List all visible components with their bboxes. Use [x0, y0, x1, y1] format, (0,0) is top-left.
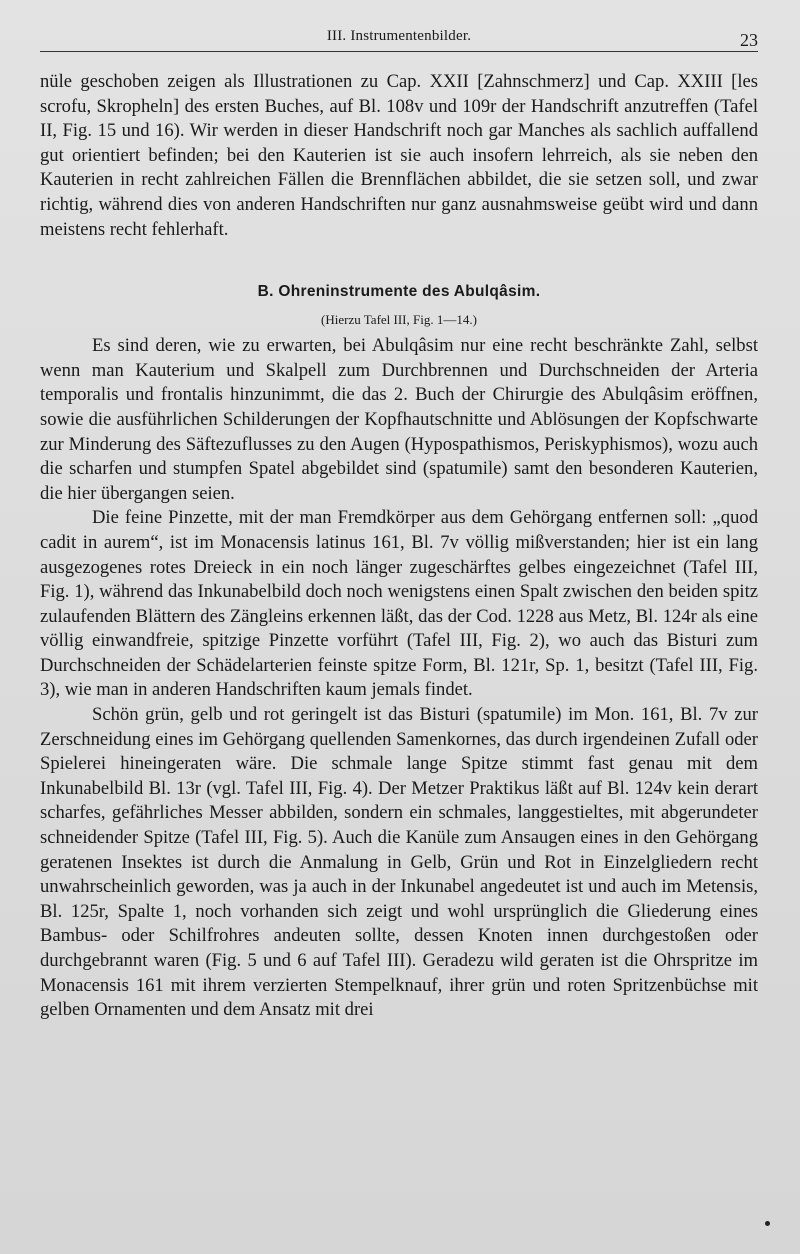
paragraph-continued: nüle geschoben zeigen als Illustrationen zu Cap. XXII [Zahnschmerz] und Cap. XXIII [les scrofu, Skropheln] des ersten Buches, auf Bl. 108v und 109r der Handschrift anzutreffen (Tafel II, Fig. 15 und 16). Wir werden in dieser Handschrift noch gar Manches als sachlich auffallend gut orientiert befinden; bei den Kauterien ist sie auch insofern lehrreich, als sie neben den Kauterien in recht zahlreichen Fällen die Brennflächen abbildet, die sie setzen soll, und zwar richtig, während dies von anderen Handschriften nur ganz ausnahmsweise geübt wird und dann meistens recht fehlerhaft. — [40, 71, 758, 240]
body-text — [40, 70, 758, 1023]
running-head — [40, 22, 758, 48]
paragraph: Schön grün, gelb und rot geringelt ist das Bisturi (spatumile) im Mon. 161, Bl. 7v zur Zerschneidung eines im Gehörgang quellenden Samenkornes, das durch irgendeinen Zufall oder Spielerei hineingeraten wäre. Die schmale lange Spitze stimmt fast genau mit dem Inkunabelbild Bl. 13r (vgl. Tafel III, Fig. 4). Der Metzer Praktikus läßt auf Bl. 124v kein derart scharfes, gefährliches Messer abbilden, sondern ein schmales, langgestieltes, mit abgerundeter schneidender Spitze (Tafel III, Fig. 5). Auch die Kanüle zum Ansaugen eines in den Gehörgang geratenen Insektes ist durch die Anmalung in Gelb, Grün und Rot in Einzelgliedern recht unwahrscheinlich geworden, was ja auch in der Inkunabel angedeutet ist und auch im Metensis, Bl. 125r, Spalte 1, noch vorhanden sich zeigt und wohl ursprünglich die Gliederung eines Bambus- oder Schilfrohres andeuten sollte, dessen Knoten innen durchgestoßen oder durchgebrannt waren (Fig. 5 und 6 auf Tafel III). Geradezu wild geraten ist die Ohrspritze im Monacensis 161 mit ihrem verzierten Stempelknauf, ihrer grün und roten Spritzenbüchse mit gelben Ornamenten und dem Ansatz mit drei — [40, 704, 758, 1021]
section-heading: B. Ohreninstrumente des Abulqâsim. — [257, 283, 541, 301]
paragraph: Die feine Pinzette, mit der man Fremdkörper aus dem Gehörgang entfernen soll: „quod cadit in aurem“, ist im Monacensis latinus 161, Bl. 7v völlig mißverstanden; hier ist ein lang ausgezogenes rotes Dreieck in ein noch länger zugeschärftes gelbes eingezeichnet (Tafel III, Fig. 1), während das Inkunabelbild doch noch wenigstens einen Spalt zwischen den beiden spitz zulaufenden Blättern des Zängleins erkennen läßt, das der Cod. 1228 aus Metz, Bl. 124r als eine völlig einwandfreie, spitzige Pinzette vorführt (Tafel III, Fig. 2), wo auch das Bisturi zum Durchschneiden der Schädelarterien feinste spitze Form, Bl. 121r, Sp. 1, besitzt (Tafel III, Fig. 3), wie man in anderen Handschriften kaum jemals findet. — [40, 507, 758, 701]
page-number: 23 — [740, 30, 758, 50]
paragraph: Es sind deren, wie zu erwarten, bei Abulqâsim nur eine recht beschränkte Zahl, selbst wenn man Kauterium und Skalpell zum Durchbrennen und Durchschneiden der Arteria temporalis und frontalis hinzunimmt, die das 2. Buch der Chirurgie des Abulqâsim eröffnen, sowie die ausführlichen Schilderungen der Kopfhautschnitte und Ablösungen der Kopfschwarte zur Minderung des Säftezuflusses zu den Augen (Hypospathismos, Periskyphismos), wozu auch die scharfen und stumpfen Spatel abgebildet sind (spatumile) samt den besonderen Kauterien, die hier übergangen seien. — [40, 335, 758, 504]
print-speck — [765, 1221, 770, 1226]
section-subheading: (Hierzu Tafel III, Fig. 1—14.) — [321, 312, 477, 328]
header-rule — [40, 51, 758, 52]
running-title: III. Instrumentenbilder. — [326, 28, 472, 44]
